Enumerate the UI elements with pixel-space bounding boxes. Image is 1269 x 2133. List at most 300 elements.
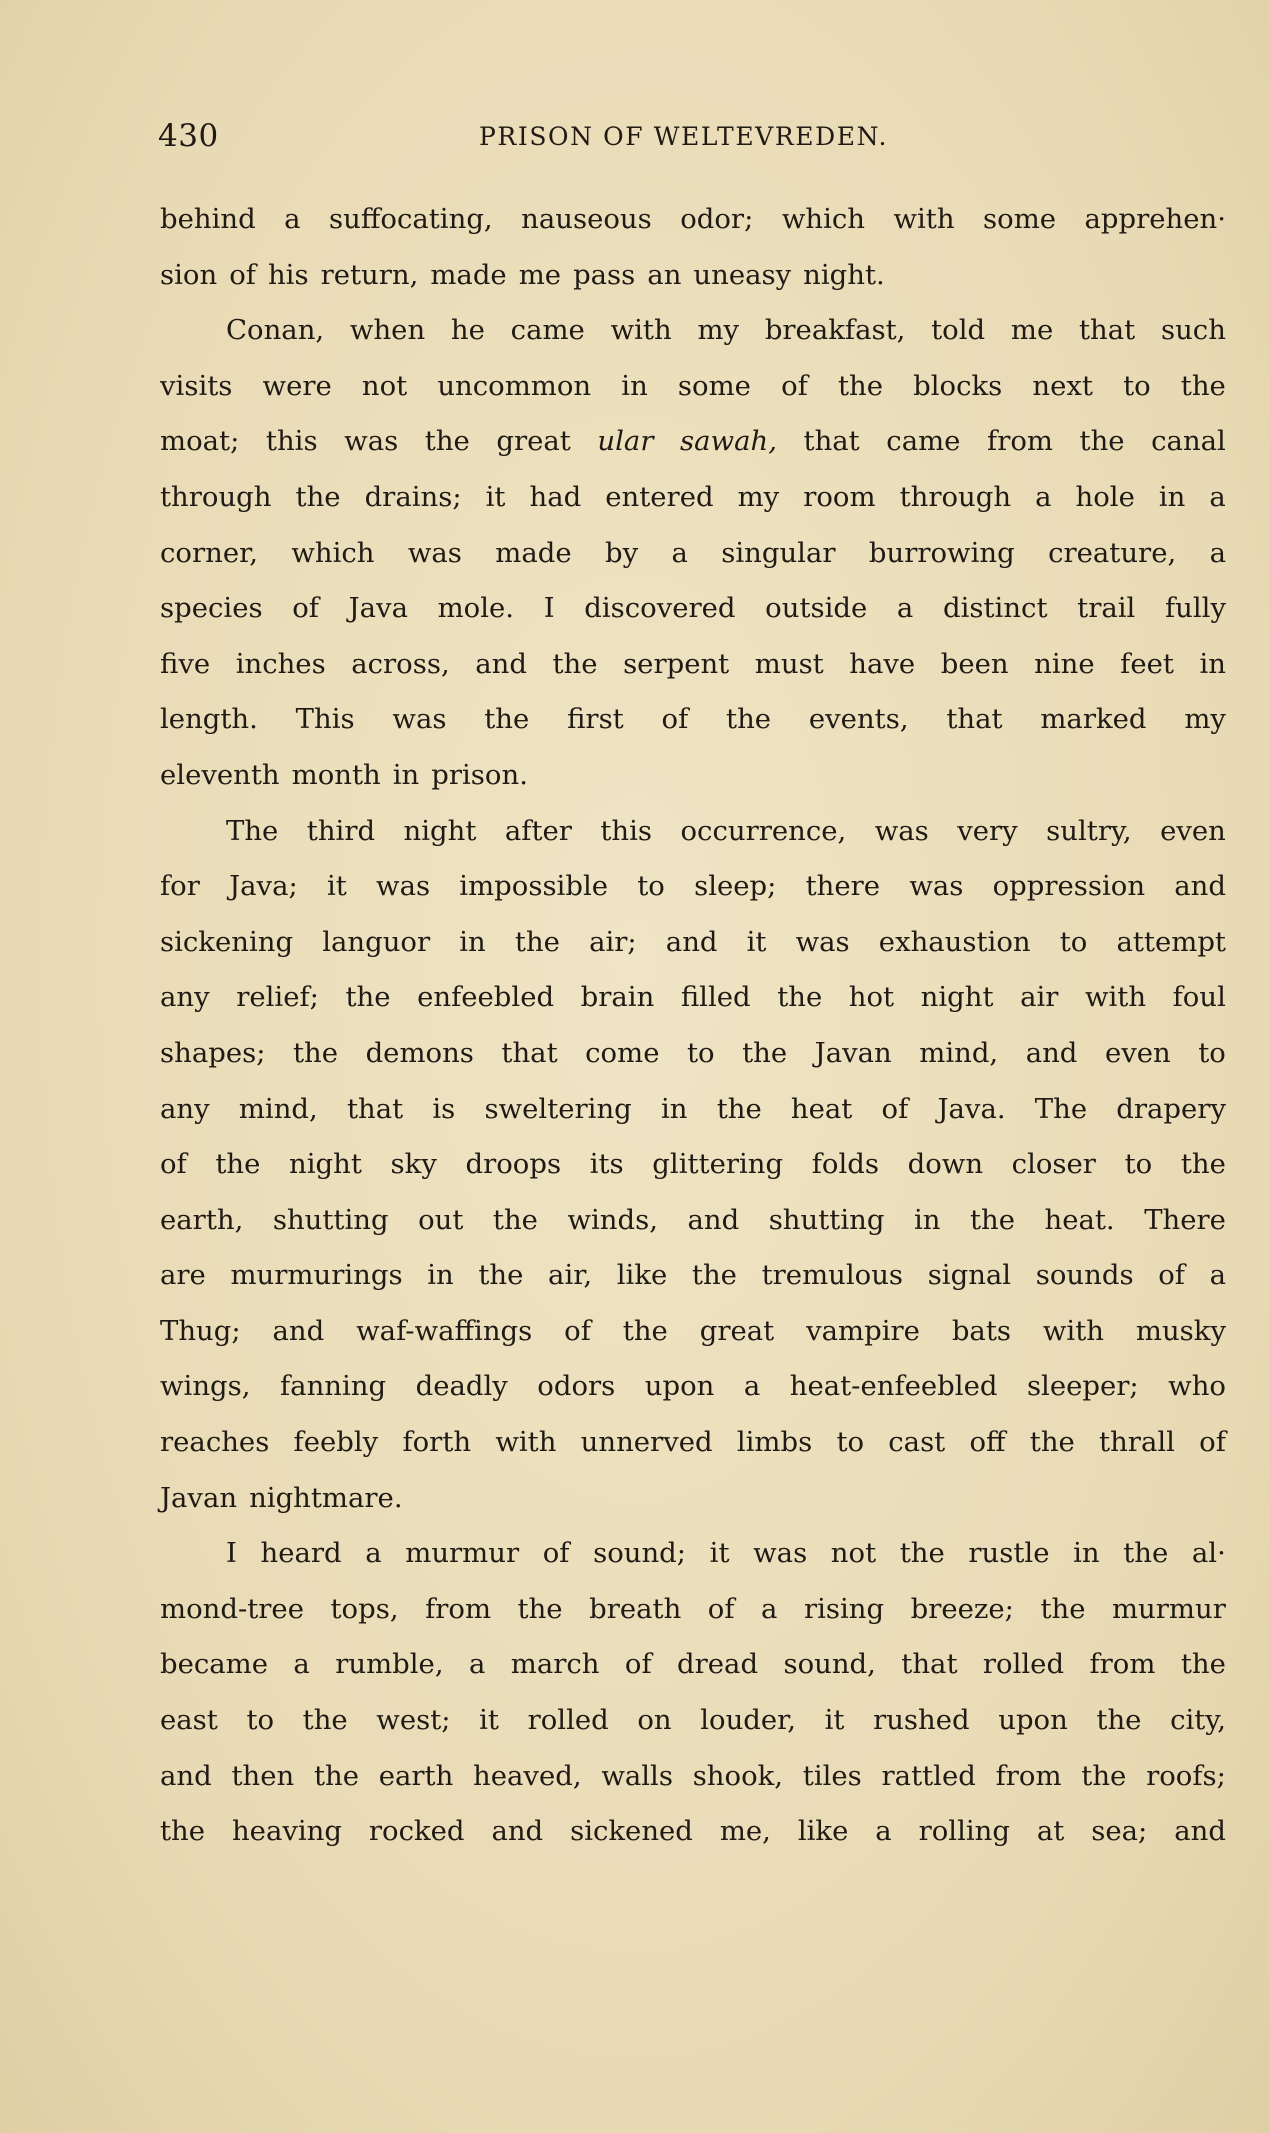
word: came bbox=[886, 425, 961, 458]
word: were bbox=[262, 369, 332, 402]
text-line bbox=[160, 915, 1226, 971]
text-line bbox=[160, 192, 1226, 248]
word: Conan, bbox=[226, 314, 325, 347]
word: heaved, bbox=[473, 1759, 582, 1792]
word: forth bbox=[402, 1426, 472, 1459]
word: a bbox=[875, 1815, 892, 1848]
word: sky bbox=[390, 1148, 437, 1181]
word: discovered bbox=[584, 592, 736, 625]
word: filled bbox=[680, 981, 751, 1014]
word: been bbox=[940, 647, 1009, 680]
word: demons bbox=[365, 1036, 474, 1069]
word: The bbox=[1034, 1092, 1088, 1125]
word: was bbox=[376, 870, 431, 903]
word: murmur bbox=[1111, 1592, 1226, 1625]
text-line bbox=[160, 1471, 1226, 1527]
word: an bbox=[647, 258, 682, 291]
word: Javan bbox=[814, 1036, 892, 1069]
word: apprehen· bbox=[1084, 203, 1226, 235]
word: on bbox=[637, 1704, 672, 1737]
word: month bbox=[291, 758, 381, 791]
word: to bbox=[637, 870, 665, 903]
text-line bbox=[160, 970, 1226, 1026]
text-line bbox=[160, 1082, 1226, 1138]
word: rumble, bbox=[335, 1648, 444, 1681]
word: pass bbox=[573, 258, 636, 291]
word: in bbox=[1199, 647, 1226, 680]
word: of bbox=[564, 1314, 591, 1347]
word: was bbox=[392, 703, 447, 736]
word: even bbox=[1160, 814, 1226, 847]
word: any bbox=[160, 1092, 210, 1125]
word: heat. bbox=[1044, 1203, 1115, 1236]
word: tiles bbox=[802, 1759, 862, 1792]
word: feet bbox=[1120, 647, 1174, 680]
word: the bbox=[345, 981, 391, 1014]
word: with bbox=[610, 314, 672, 347]
word: length. bbox=[160, 703, 258, 736]
word: behind bbox=[160, 203, 256, 235]
word: city, bbox=[1170, 1704, 1226, 1737]
text-line bbox=[160, 414, 1226, 470]
word: occurrence, bbox=[680, 814, 847, 847]
word: shutting bbox=[272, 1203, 389, 1236]
word: reaches bbox=[160, 1426, 270, 1459]
word: his bbox=[267, 258, 309, 291]
word: thrall bbox=[1099, 1426, 1175, 1459]
word: There bbox=[1144, 1203, 1226, 1236]
word: rocked bbox=[368, 1815, 465, 1848]
word: and bbox=[687, 1203, 740, 1236]
text-line bbox=[160, 1804, 1226, 1860]
word: nightmare. bbox=[249, 1481, 403, 1514]
word: sweltering bbox=[484, 1092, 632, 1125]
word: such bbox=[1160, 314, 1226, 347]
word: drains; bbox=[364, 480, 462, 513]
word: languor bbox=[322, 925, 431, 958]
word: through bbox=[899, 480, 1012, 513]
word: air, bbox=[548, 1259, 593, 1292]
word: outside bbox=[765, 592, 868, 625]
word: for bbox=[160, 870, 200, 903]
text-line bbox=[160, 581, 1226, 637]
word: relief; bbox=[236, 981, 319, 1014]
word: sound; bbox=[593, 1537, 687, 1570]
word: the bbox=[742, 1036, 788, 1069]
text-line bbox=[160, 748, 1226, 804]
word: out bbox=[418, 1203, 464, 1236]
word: inches bbox=[235, 647, 326, 680]
word: moat; bbox=[160, 425, 240, 458]
word: earth bbox=[378, 1759, 454, 1792]
word: folds bbox=[811, 1148, 879, 1181]
text-line bbox=[160, 1415, 1226, 1471]
text-line bbox=[160, 804, 1226, 860]
word: night bbox=[289, 1148, 362, 1181]
word: singular bbox=[721, 536, 836, 569]
word: with bbox=[893, 203, 955, 235]
word: the bbox=[716, 1092, 762, 1125]
word: winds, bbox=[567, 1203, 658, 1236]
word: fully bbox=[1164, 592, 1226, 625]
word: made bbox=[495, 536, 572, 569]
word: musky bbox=[1135, 1314, 1226, 1347]
word: a bbox=[671, 536, 688, 569]
word: exhaustion bbox=[878, 925, 1031, 958]
word: down bbox=[907, 1148, 984, 1181]
text-line bbox=[160, 1026, 1226, 1082]
word: had bbox=[529, 480, 582, 513]
text-line bbox=[160, 470, 1226, 526]
word: and bbox=[272, 1314, 325, 1347]
word: serpent bbox=[623, 647, 730, 680]
word: east bbox=[160, 1704, 218, 1737]
word: night. bbox=[803, 258, 885, 291]
word: with bbox=[1042, 1314, 1104, 1347]
word: mind, bbox=[238, 1092, 318, 1125]
text-line bbox=[160, 248, 1226, 304]
word: the bbox=[215, 1148, 261, 1181]
word: it bbox=[824, 1704, 845, 1737]
word: sound, bbox=[783, 1648, 876, 1681]
text-line bbox=[160, 692, 1226, 748]
word: a bbox=[1209, 1259, 1226, 1292]
word: Java bbox=[348, 592, 408, 625]
word: The bbox=[226, 814, 279, 847]
word: first bbox=[567, 703, 624, 736]
word: rushed bbox=[873, 1704, 970, 1737]
word: rising bbox=[803, 1592, 885, 1625]
word: uneasy bbox=[693, 258, 792, 291]
word: suffocating, bbox=[329, 203, 493, 235]
word: nine bbox=[1034, 647, 1095, 680]
word: rustle bbox=[968, 1537, 1050, 1570]
word: murmurings bbox=[230, 1259, 403, 1292]
word: unnerved bbox=[580, 1426, 713, 1459]
italic-word: sawah, bbox=[680, 425, 777, 458]
word: with bbox=[495, 1426, 557, 1459]
word: the bbox=[1123, 1537, 1169, 1570]
word: sounds bbox=[1035, 1259, 1134, 1292]
word: heaving bbox=[231, 1815, 342, 1848]
word: of bbox=[707, 1592, 735, 1625]
word: Java; bbox=[229, 870, 298, 903]
word: the bbox=[1040, 1592, 1086, 1625]
word: the bbox=[1079, 425, 1125, 458]
word: the bbox=[517, 1592, 563, 1625]
word: to bbox=[1198, 1036, 1226, 1069]
word: distinct bbox=[942, 592, 1048, 625]
word: rolled bbox=[527, 1704, 609, 1737]
word: in bbox=[459, 925, 486, 958]
word: in bbox=[427, 1259, 454, 1292]
word: the bbox=[726, 703, 772, 736]
word: the bbox=[484, 703, 530, 736]
word: marked bbox=[1040, 703, 1147, 736]
word: it bbox=[326, 870, 347, 903]
word: rolled bbox=[982, 1648, 1065, 1681]
text-line bbox=[160, 1193, 1226, 1249]
text-line bbox=[160, 1248, 1226, 1304]
word: air bbox=[1020, 981, 1059, 1014]
word: five bbox=[160, 647, 211, 680]
word: in bbox=[1073, 1537, 1100, 1570]
word: waf-waffings bbox=[356, 1314, 533, 1347]
word: through bbox=[160, 480, 272, 513]
word: rattled bbox=[881, 1759, 976, 1792]
word: the bbox=[1029, 1426, 1075, 1459]
word: of bbox=[1199, 1426, 1226, 1459]
word: trail bbox=[1077, 592, 1136, 625]
word: its bbox=[589, 1148, 624, 1181]
word: to bbox=[1123, 369, 1151, 402]
word: the bbox=[1081, 1759, 1127, 1792]
word: it bbox=[709, 1537, 730, 1570]
word: come bbox=[585, 1036, 660, 1069]
word: room bbox=[803, 480, 876, 513]
word: a bbox=[1209, 480, 1226, 513]
word: nauseous bbox=[521, 203, 652, 235]
word: from bbox=[425, 1592, 492, 1625]
word: that bbox=[946, 703, 1003, 736]
word: fanning bbox=[280, 1370, 387, 1403]
word: shutting bbox=[768, 1203, 885, 1236]
word: the bbox=[492, 1203, 538, 1236]
word: breeze; bbox=[910, 1592, 1014, 1625]
word: the bbox=[514, 925, 560, 958]
running-head: PRISON OF WELTEVREDEN. bbox=[479, 122, 889, 151]
word: march bbox=[510, 1648, 600, 1681]
word: a bbox=[896, 592, 914, 625]
word: me bbox=[518, 258, 562, 291]
text-line bbox=[160, 526, 1226, 582]
text-line bbox=[160, 1526, 1226, 1582]
word: of bbox=[781, 369, 808, 402]
word: was bbox=[344, 425, 399, 458]
word: events, bbox=[808, 703, 909, 736]
word: by bbox=[604, 536, 639, 569]
word: me, bbox=[719, 1815, 771, 1848]
word: off bbox=[969, 1426, 1006, 1459]
word: the bbox=[969, 1203, 1015, 1236]
word: in bbox=[660, 1092, 688, 1125]
page-number: 430 bbox=[158, 118, 219, 154]
text-line bbox=[160, 1749, 1226, 1805]
word: not bbox=[830, 1537, 877, 1570]
word: mind, bbox=[919, 1036, 999, 1069]
word: who bbox=[1168, 1370, 1226, 1403]
word: not bbox=[361, 369, 408, 402]
word: breakfast, bbox=[764, 314, 906, 347]
word: the bbox=[424, 425, 470, 458]
word: of bbox=[542, 1537, 570, 1570]
word: the bbox=[622, 1314, 668, 1347]
word: must bbox=[754, 647, 824, 680]
word: signal bbox=[927, 1259, 1012, 1292]
word: was bbox=[795, 925, 850, 958]
word: sea; bbox=[1091, 1815, 1148, 1848]
word: mole. bbox=[437, 592, 515, 625]
word: that bbox=[1079, 314, 1136, 347]
word: when bbox=[349, 314, 426, 347]
word: return, bbox=[320, 258, 419, 291]
text-line bbox=[160, 1693, 1226, 1749]
word: that bbox=[803, 425, 860, 458]
word: have bbox=[849, 647, 916, 680]
word: brain bbox=[580, 981, 655, 1014]
word: in bbox=[621, 369, 648, 402]
word: vampire bbox=[806, 1314, 920, 1347]
word: the bbox=[777, 981, 823, 1014]
word: the bbox=[302, 1704, 348, 1737]
word: closer bbox=[1011, 1148, 1096, 1181]
word: this bbox=[600, 814, 653, 847]
word: of bbox=[1158, 1259, 1185, 1292]
word: and bbox=[1174, 1815, 1226, 1848]
word: at bbox=[1036, 1815, 1065, 1848]
word: heat bbox=[790, 1092, 853, 1125]
word: louder, bbox=[700, 1704, 797, 1737]
italic-word: ular bbox=[597, 425, 654, 458]
word: great bbox=[699, 1314, 775, 1347]
word: tremulous bbox=[761, 1259, 904, 1292]
text-line bbox=[160, 359, 1226, 415]
word: after bbox=[504, 814, 572, 847]
word: hot bbox=[848, 981, 895, 1014]
word: enfeebled bbox=[417, 981, 555, 1014]
word: the bbox=[1096, 1704, 1142, 1737]
word: of bbox=[292, 592, 319, 625]
word: from bbox=[995, 1759, 1062, 1792]
word: was bbox=[407, 536, 462, 569]
word: to bbox=[836, 1426, 865, 1459]
text-line bbox=[160, 1137, 1226, 1193]
word: sleep; bbox=[694, 870, 777, 903]
text-line bbox=[160, 859, 1226, 915]
word: bats bbox=[951, 1314, 1011, 1347]
word: prison. bbox=[431, 758, 528, 791]
word: was bbox=[753, 1537, 808, 1570]
word: murmur bbox=[405, 1537, 520, 1570]
word: and bbox=[1025, 1036, 1078, 1069]
word: heat-enfeebled bbox=[789, 1370, 998, 1403]
word: across, bbox=[351, 647, 450, 680]
word: foul bbox=[1172, 981, 1226, 1014]
text-line bbox=[160, 1359, 1226, 1415]
word: very bbox=[957, 814, 1018, 847]
word: a bbox=[293, 1648, 310, 1681]
word: visits bbox=[160, 369, 233, 402]
word: the bbox=[293, 1036, 339, 1069]
text-line bbox=[160, 637, 1226, 693]
word: any bbox=[160, 981, 210, 1014]
word: in bbox=[1158, 480, 1186, 513]
word: Java. bbox=[937, 1092, 1006, 1125]
word: I bbox=[543, 592, 555, 625]
word: the bbox=[160, 1815, 206, 1848]
word: sultry, bbox=[1046, 814, 1132, 847]
word: a bbox=[365, 1537, 382, 1570]
word: sickened bbox=[570, 1815, 693, 1848]
word: a bbox=[284, 203, 301, 235]
word: that bbox=[901, 1648, 958, 1681]
word: the bbox=[1180, 1648, 1226, 1681]
word: the bbox=[899, 1537, 945, 1570]
word: of bbox=[661, 703, 689, 736]
word: and bbox=[160, 1759, 212, 1792]
word: the bbox=[295, 480, 341, 513]
word: sleeper; bbox=[1026, 1370, 1139, 1403]
word: my bbox=[697, 314, 740, 347]
word: breath bbox=[589, 1592, 682, 1625]
word: wings, bbox=[160, 1370, 251, 1403]
text-line bbox=[160, 1304, 1226, 1360]
word: he bbox=[450, 314, 485, 347]
word: my bbox=[1184, 703, 1226, 736]
word: odors bbox=[537, 1370, 616, 1403]
word: eleventh bbox=[160, 758, 280, 791]
word: is bbox=[432, 1092, 456, 1125]
word: oppression bbox=[992, 870, 1146, 903]
word: there bbox=[805, 870, 881, 903]
word: and bbox=[475, 647, 527, 680]
word: and bbox=[665, 925, 718, 958]
word: a bbox=[761, 1592, 778, 1625]
word: the bbox=[1180, 369, 1226, 402]
word: like bbox=[797, 1815, 849, 1848]
word: roofs; bbox=[1146, 1759, 1226, 1792]
word: to bbox=[246, 1704, 275, 1737]
word: attempt bbox=[1116, 925, 1226, 958]
page-header bbox=[158, 118, 1230, 158]
word: which bbox=[781, 203, 865, 235]
word: the bbox=[691, 1259, 737, 1292]
word: great bbox=[496, 425, 571, 458]
word: the bbox=[478, 1259, 524, 1292]
word: to bbox=[1124, 1148, 1153, 1181]
word: upon bbox=[998, 1704, 1068, 1737]
word: This bbox=[295, 703, 355, 736]
word: it bbox=[479, 1704, 499, 1737]
word: air; bbox=[589, 925, 637, 958]
word: west; bbox=[376, 1704, 451, 1737]
word: third bbox=[306, 814, 376, 847]
word: heard bbox=[260, 1537, 342, 1570]
word: and bbox=[1174, 870, 1226, 903]
word: to bbox=[686, 1036, 715, 1069]
word: which bbox=[291, 536, 375, 569]
text-line bbox=[160, 1637, 1226, 1693]
word: of bbox=[160, 1148, 187, 1181]
word: odor; bbox=[680, 203, 754, 235]
word: entered bbox=[605, 480, 714, 513]
word: a bbox=[1209, 536, 1226, 569]
word: next bbox=[1032, 369, 1093, 402]
word: canal bbox=[1151, 425, 1226, 458]
word: and bbox=[491, 1815, 544, 1848]
word: earth, bbox=[160, 1203, 244, 1236]
word: the bbox=[552, 647, 598, 680]
word: I bbox=[226, 1537, 237, 1570]
word: hole bbox=[1075, 480, 1135, 513]
word: my bbox=[737, 480, 780, 513]
word: from bbox=[1089, 1648, 1156, 1681]
word: night bbox=[403, 814, 477, 847]
word: impossible bbox=[459, 870, 609, 903]
word: dread bbox=[677, 1648, 759, 1681]
word: night bbox=[920, 981, 994, 1014]
word: feebly bbox=[293, 1426, 379, 1459]
